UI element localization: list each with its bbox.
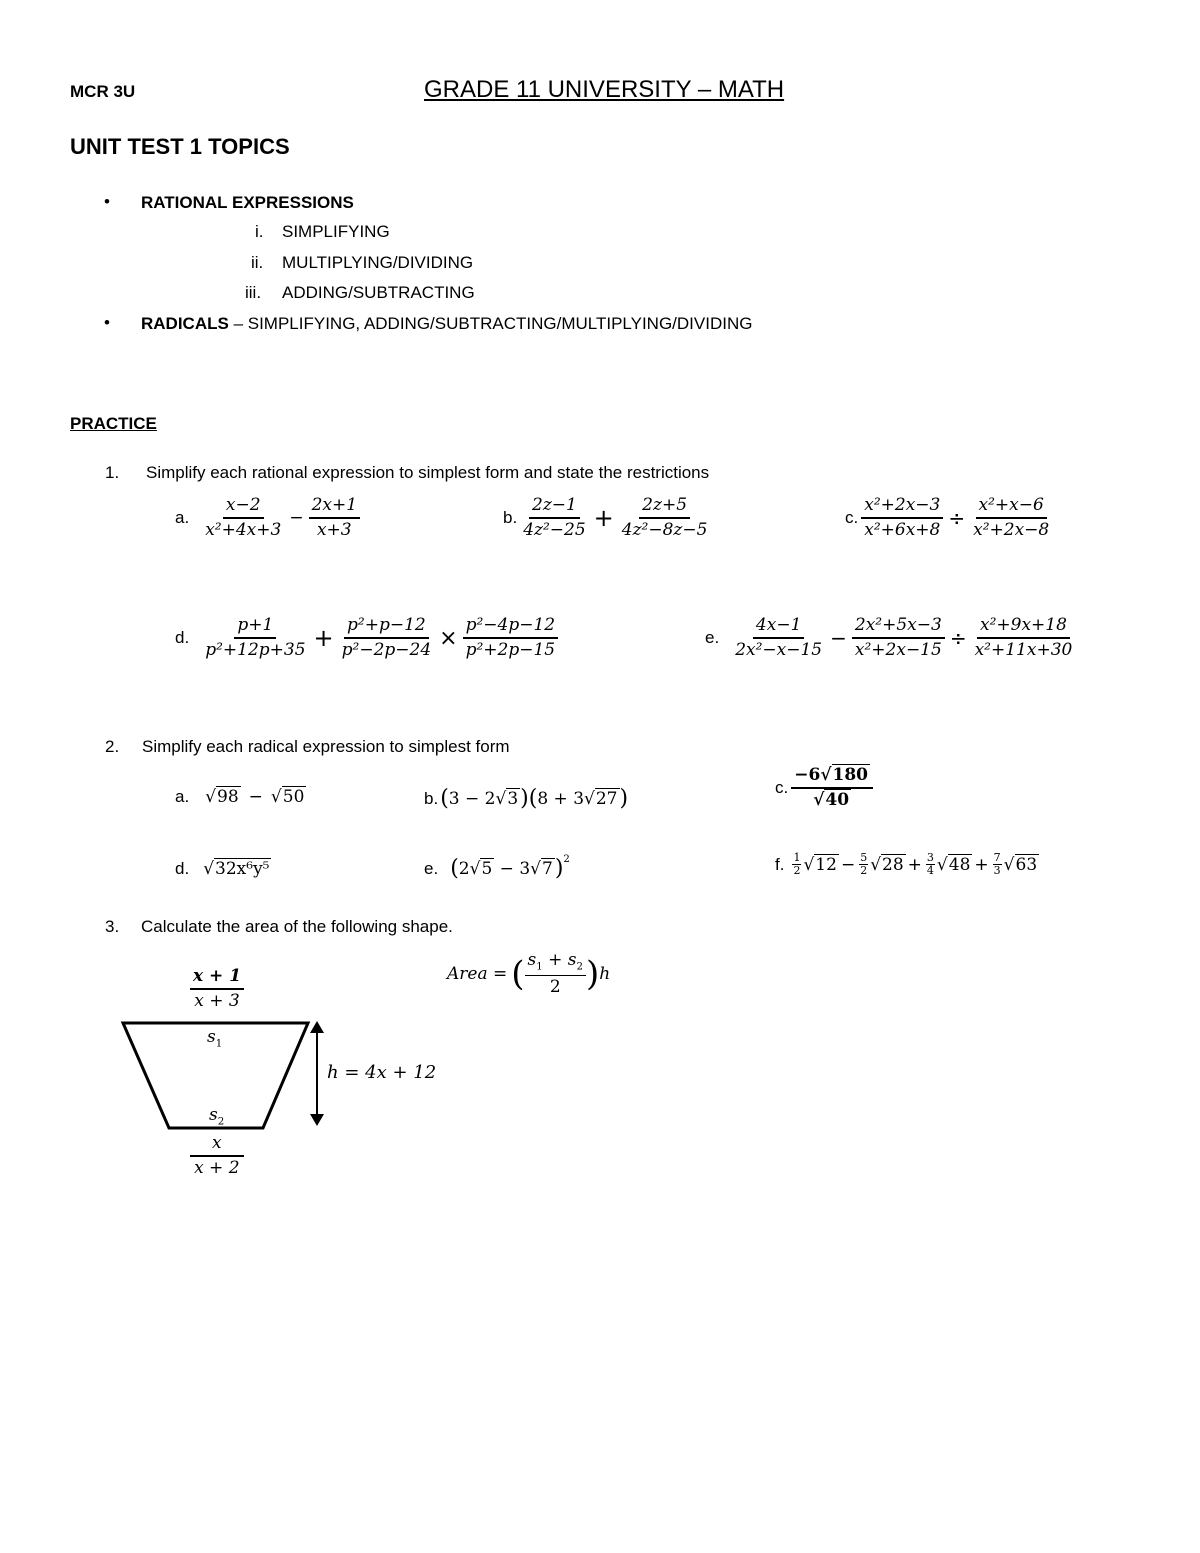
paren-close: ) <box>554 856 564 881</box>
variable: s <box>527 950 537 970</box>
fraction <box>309 495 360 542</box>
numerator: x²+9x+18 <box>977 615 1070 639</box>
part-label: e. <box>424 858 439 878</box>
numerator <box>525 950 587 976</box>
radicand: 32x⁶y⁵ <box>215 859 270 879</box>
term: − 3 <box>494 858 531 879</box>
fraction <box>525 950 587 998</box>
page-title: GRADE 11 UNIVERSITY – MATH <box>424 76 785 103</box>
topic-sub-text: SIMPLIFYING <box>282 222 390 241</box>
operator: ÷ <box>948 506 966 531</box>
numerator: 2z+5 <box>639 495 690 519</box>
operator: + <box>907 854 922 875</box>
height-label: h = 4x + 12 <box>327 1062 437 1083</box>
radicand: 5 <box>481 859 493 879</box>
denominator: x + 2 <box>194 1158 240 1179</box>
part-label: a. <box>175 786 190 806</box>
denominator: x²+2x−15 <box>854 640 942 661</box>
denominator: 2 <box>549 977 561 998</box>
exponent: 2 <box>563 854 570 865</box>
variable: s <box>567 950 577 970</box>
radicand: 7 <box>542 859 553 879</box>
denominator: 2 <box>860 864 868 878</box>
term: 2 <box>458 858 470 879</box>
operator: − <box>289 508 304 529</box>
topic-sub-num: ii. <box>251 253 264 272</box>
s2-value <box>190 1133 244 1180</box>
operator: − <box>840 854 856 875</box>
q1-part-d <box>175 615 561 662</box>
part-label: a. <box>175 508 190 528</box>
fraction <box>190 966 244 1013</box>
coefficient: −6 <box>794 765 821 785</box>
fraction <box>202 495 284 542</box>
q1-part-b <box>503 495 713 542</box>
numerator: 2x+1 <box>309 495 360 519</box>
subscript: 2 <box>217 1116 225 1128</box>
arrow-up-icon <box>310 1021 324 1033</box>
sqrt-icon: √ <box>584 788 595 809</box>
radicand: 50 <box>282 787 305 807</box>
denominator <box>810 789 854 811</box>
part-label: c. <box>775 778 789 798</box>
operator: − <box>830 626 847 651</box>
fraction <box>972 615 1076 662</box>
operator: + <box>593 504 614 533</box>
topic-sub-num: i. <box>255 222 264 241</box>
fraction <box>202 615 308 662</box>
numerator: x <box>190 1133 244 1157</box>
numerator: x²+x−6 <box>976 495 1047 519</box>
fraction <box>190 1133 244 1180</box>
sqrt-icon: √ <box>813 790 825 811</box>
q2-part-f <box>775 852 1039 877</box>
part-label: d. <box>175 858 190 878</box>
paren-open: ( <box>511 954 525 995</box>
denominator: 4 <box>926 864 934 878</box>
radicand: 27 <box>595 789 618 809</box>
part-label: b. <box>424 788 439 808</box>
fraction <box>339 615 435 662</box>
fraction <box>732 615 825 662</box>
question-text: Simplify each rational expression to simplest form and state the restrictions <box>146 463 710 482</box>
variable: h <box>599 964 611 985</box>
term: 8 + 3 <box>537 788 585 809</box>
operator: − <box>248 786 263 807</box>
variable: s <box>207 1027 216 1047</box>
denominator: p²+12p+35 <box>205 640 306 661</box>
sqrt-icon: √ <box>530 858 541 879</box>
paren-close: ) <box>619 786 629 811</box>
denominator: 2 <box>793 864 801 878</box>
radicand: 48 <box>948 855 971 876</box>
radicand: 28 <box>882 855 904 876</box>
area-formula <box>447 950 610 998</box>
subscript: 1 <box>536 961 543 973</box>
radicand: 12 <box>815 855 837 876</box>
numerator: p²−4p−12 <box>463 615 559 639</box>
question-number: 1. <box>105 463 120 482</box>
coefficient-fraction <box>926 852 935 877</box>
numerator: x−2 <box>223 495 264 519</box>
numerator: 1 <box>793 851 801 864</box>
subscript: 2 <box>576 961 584 973</box>
denominator: x²+6x+8 <box>864 520 941 541</box>
sqrt-icon: √ <box>469 858 481 879</box>
q1-part-c <box>845 495 1055 542</box>
denominator: p²+2p−15 <box>465 640 556 661</box>
coefficient-fraction <box>859 852 868 877</box>
sqrt-icon: √ <box>803 854 815 875</box>
fraction <box>791 765 873 812</box>
s1-value <box>190 966 244 1013</box>
q2-part-a <box>175 786 306 807</box>
part-label: b. <box>503 508 518 528</box>
question-text: Calculate the area of the following shape. <box>141 917 453 936</box>
numerator <box>791 765 873 789</box>
part-label: d. <box>175 628 190 648</box>
fraction <box>852 615 945 662</box>
denominator: p²−2p−24 <box>341 640 432 661</box>
practice-heading: PRACTICE <box>70 414 157 433</box>
radicand: 63 <box>1015 855 1038 876</box>
topic-sub-text: ADDING/SUBTRACTING <box>282 283 475 302</box>
paren-open: ( <box>528 786 538 811</box>
fraction <box>970 495 1052 542</box>
term: 3 − 2 <box>448 788 496 809</box>
numerator: p+1 <box>234 615 276 639</box>
numerator: 7 <box>993 851 1001 864</box>
operator: + <box>313 624 334 653</box>
operator: + <box>974 854 989 875</box>
arrow-down-icon <box>310 1114 324 1126</box>
denominator: x + 3 <box>194 991 240 1012</box>
numerator: 4x−1 <box>753 615 804 639</box>
q2-part-b <box>424 786 628 811</box>
denominator: 4z²−25 <box>523 520 586 541</box>
coefficient-fraction <box>792 852 801 877</box>
fraction <box>619 495 711 542</box>
numerator: x + 1 <box>190 966 244 990</box>
sqrt-icon: √ <box>205 786 217 807</box>
paren-open: ( <box>440 786 449 811</box>
numerator: 2x²+5x−3 <box>852 615 945 639</box>
q1-part-e <box>705 615 1078 662</box>
numerator: 5 <box>860 851 868 864</box>
topic-sub-text: MULTIPLYING/DIVIDING <box>282 253 474 272</box>
topic-rational-expressions: RATIONAL EXPRESSIONS <box>141 193 354 212</box>
sqrt-icon: √ <box>870 854 882 875</box>
sqrt-icon: √ <box>936 854 948 875</box>
q2-part-d <box>175 858 271 879</box>
numerator: x²+2x−3 <box>861 495 943 519</box>
radicand: 40 <box>825 790 850 811</box>
s1-label <box>207 1027 222 1049</box>
question-number: 2. <box>105 737 120 756</box>
subscript: 1 <box>215 1038 223 1050</box>
denominator: 2x²−x−15 <box>735 640 823 661</box>
course-code: MCR 3U <box>70 82 136 101</box>
topics-heading: UNIT TEST 1 TOPICS <box>70 134 290 159</box>
paren-close: ) <box>520 786 529 811</box>
numerator: 2z−1 <box>529 495 580 519</box>
paren-open: ( <box>450 856 459 881</box>
radicand: 98 <box>217 787 239 807</box>
question-number: 3. <box>105 917 120 936</box>
coefficient-fraction <box>993 852 1002 877</box>
question-text: Simplify each radical expression to simplest form <box>142 737 510 756</box>
radicand: 3 <box>507 789 519 809</box>
bullet-icon: • <box>104 313 110 332</box>
denominator: 3 <box>993 864 1001 878</box>
topic-sub-num: iii. <box>245 283 262 302</box>
sqrt-icon: √ <box>820 765 832 785</box>
sqrt-icon: √ <box>495 788 507 809</box>
q2-part-e <box>424 856 570 881</box>
variable: s <box>209 1105 218 1125</box>
numerator: 3 <box>926 851 934 864</box>
numerator: p²+p−12 <box>344 615 429 639</box>
formula-left: Area = <box>447 964 508 985</box>
denominator: x²+11x+30 <box>974 640 1073 661</box>
sqrt-icon: √ <box>203 858 215 879</box>
operator: ÷ <box>949 626 967 651</box>
topic-radicals <box>141 314 752 334</box>
topic-radicals-label: RADICALS <box>141 314 229 333</box>
operator: × <box>439 625 458 651</box>
sqrt-icon: √ <box>1003 854 1015 875</box>
s2-label <box>209 1105 224 1127</box>
fraction <box>861 495 943 542</box>
denominator: x²+2x−8 <box>973 520 1050 541</box>
part-label: f. <box>775 854 785 874</box>
radicand: 180 <box>832 765 868 785</box>
sqrt-icon: √ <box>270 786 282 807</box>
part-label: e. <box>705 628 720 648</box>
fraction <box>520 495 588 542</box>
operator: + <box>542 950 568 970</box>
denominator: 4z²−8z−5 <box>621 520 708 541</box>
denominator: x+3 <box>316 520 352 541</box>
denominator: x²+4x+3 <box>205 520 282 541</box>
fraction <box>463 615 559 662</box>
q2-part-c <box>775 765 876 812</box>
paren-close: ) <box>586 954 600 995</box>
topic-radicals-rest: – SIMPLIFYING, ADDING/SUBTRACTING/MULTIPLYING/DIVIDING <box>228 314 753 333</box>
part-label: c. <box>845 508 859 528</box>
q1-part-a <box>175 495 363 542</box>
bullet-icon: • <box>104 192 110 211</box>
